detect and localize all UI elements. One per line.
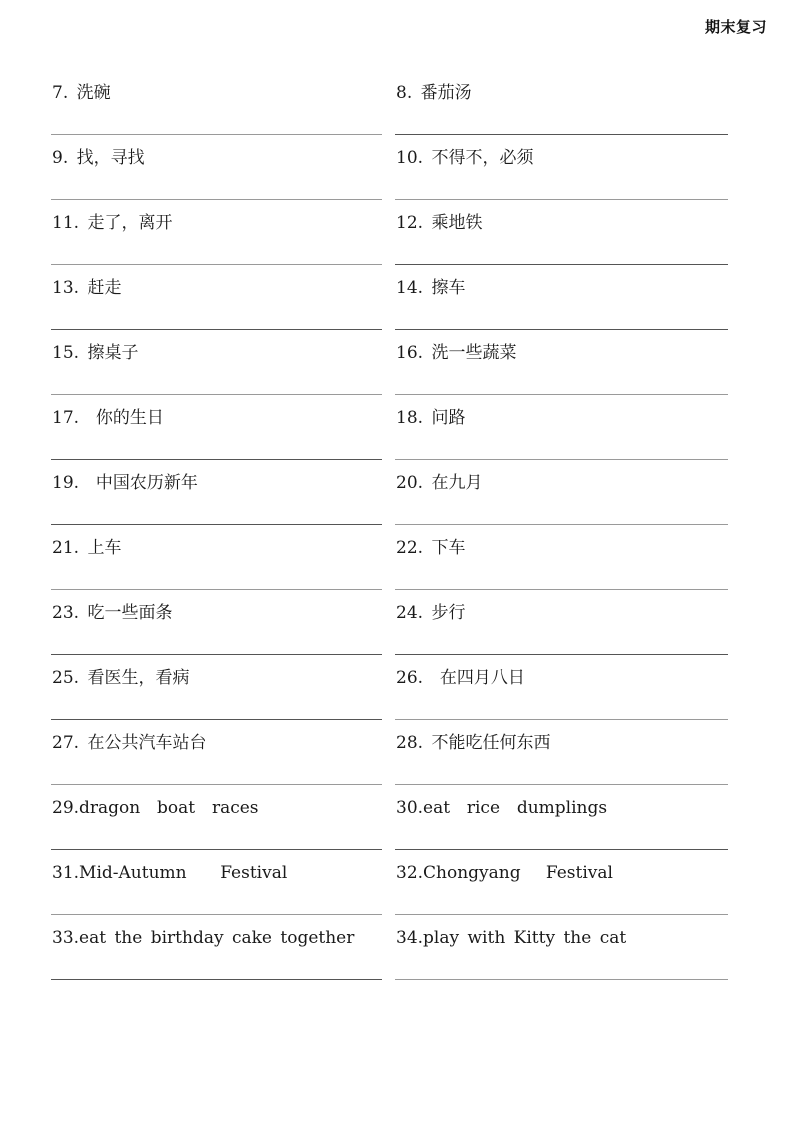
vocab-item-text: 28. 不能吃任何东西 [396,733,551,753]
vocab-item-text: 20. 在九月 [396,473,483,493]
vocab-item [395,135,728,200]
vocab-item [395,460,728,525]
vocab-item-text: 13. 赶走 [52,278,122,298]
vocab-item [51,265,382,330]
vocab-item [51,460,382,525]
vocab-item-text: 27. 在公共汽车站台 [52,733,207,753]
vocab-item [395,200,728,265]
vocab-item [395,590,728,655]
vocab-item-text: 29.dragon boat races [52,798,259,818]
vocab-item-text: 8. 番茄汤 [396,83,472,103]
vocab-item-text: 16. 洗一些蔬菜 [396,343,517,363]
vocab-item [51,135,382,200]
vocab-item-text: 21. 上车 [52,538,122,558]
vocab-item-text: 22. 下车 [396,538,466,558]
vocab-item [51,590,382,655]
vocab-item-text: 32.Chongyang Festival [396,863,613,883]
vocab-item-text: 19. 中国农历新年 [52,473,198,493]
vocab-item-text: 25. 看医生，看病 [52,668,190,688]
vocab-item-text: 15. 擦桌子 [52,343,139,363]
vocab-item-text: 18. 问路 [396,408,466,428]
vocab-item [395,525,728,590]
vocab-item [395,655,728,720]
vocab-item [395,785,728,850]
vocab-item-text: 12. 乘地铁 [396,213,483,233]
vocab-item [395,720,728,785]
vocab-item-text: 30.eat rice dumplings [396,798,608,818]
vocab-item [51,915,382,980]
vocab-item [51,395,382,460]
vocab-item-text: 9. 找，寻找 [52,148,145,168]
vocab-item [51,720,382,785]
vocab-item [51,785,382,850]
vocab-item-text: 23. 吃一些面条 [52,603,173,623]
vocab-item-text: 34.play with Kitty the cat [396,928,627,948]
left-column [51,70,382,980]
vocab-item-text: 7. 洗碗 [52,83,111,103]
vocab-item-text: 31.Mid-Autumn Festival [52,863,288,883]
vocab-item [395,395,728,460]
vocab-item-text: 33.eat the birthday cake together [52,928,355,948]
vocab-item [395,850,728,915]
vocab-item [51,655,382,720]
vocab-item [51,200,382,265]
vocab-item-text: 14. 擦车 [396,278,466,298]
vocab-item [395,70,728,135]
vocab-item-text: 24. 步行 [396,603,466,623]
right-column [395,70,728,980]
vocab-item [51,525,382,590]
vocab-item-text: 11. 走了，离开 [52,213,173,233]
vocab-item [395,330,728,395]
vocab-item [395,265,728,330]
vocab-item-text: 10. 不得不，必须 [396,148,534,168]
vocab-item [395,915,728,980]
vocab-item-text: 17. 你的生日 [52,408,164,428]
vocab-item-text: 26. 在四月八日 [396,668,525,688]
vocab-item [51,70,382,135]
vocab-item [51,850,382,915]
page-title: 期末复习 [704,18,767,36]
vocab-item [51,330,382,395]
